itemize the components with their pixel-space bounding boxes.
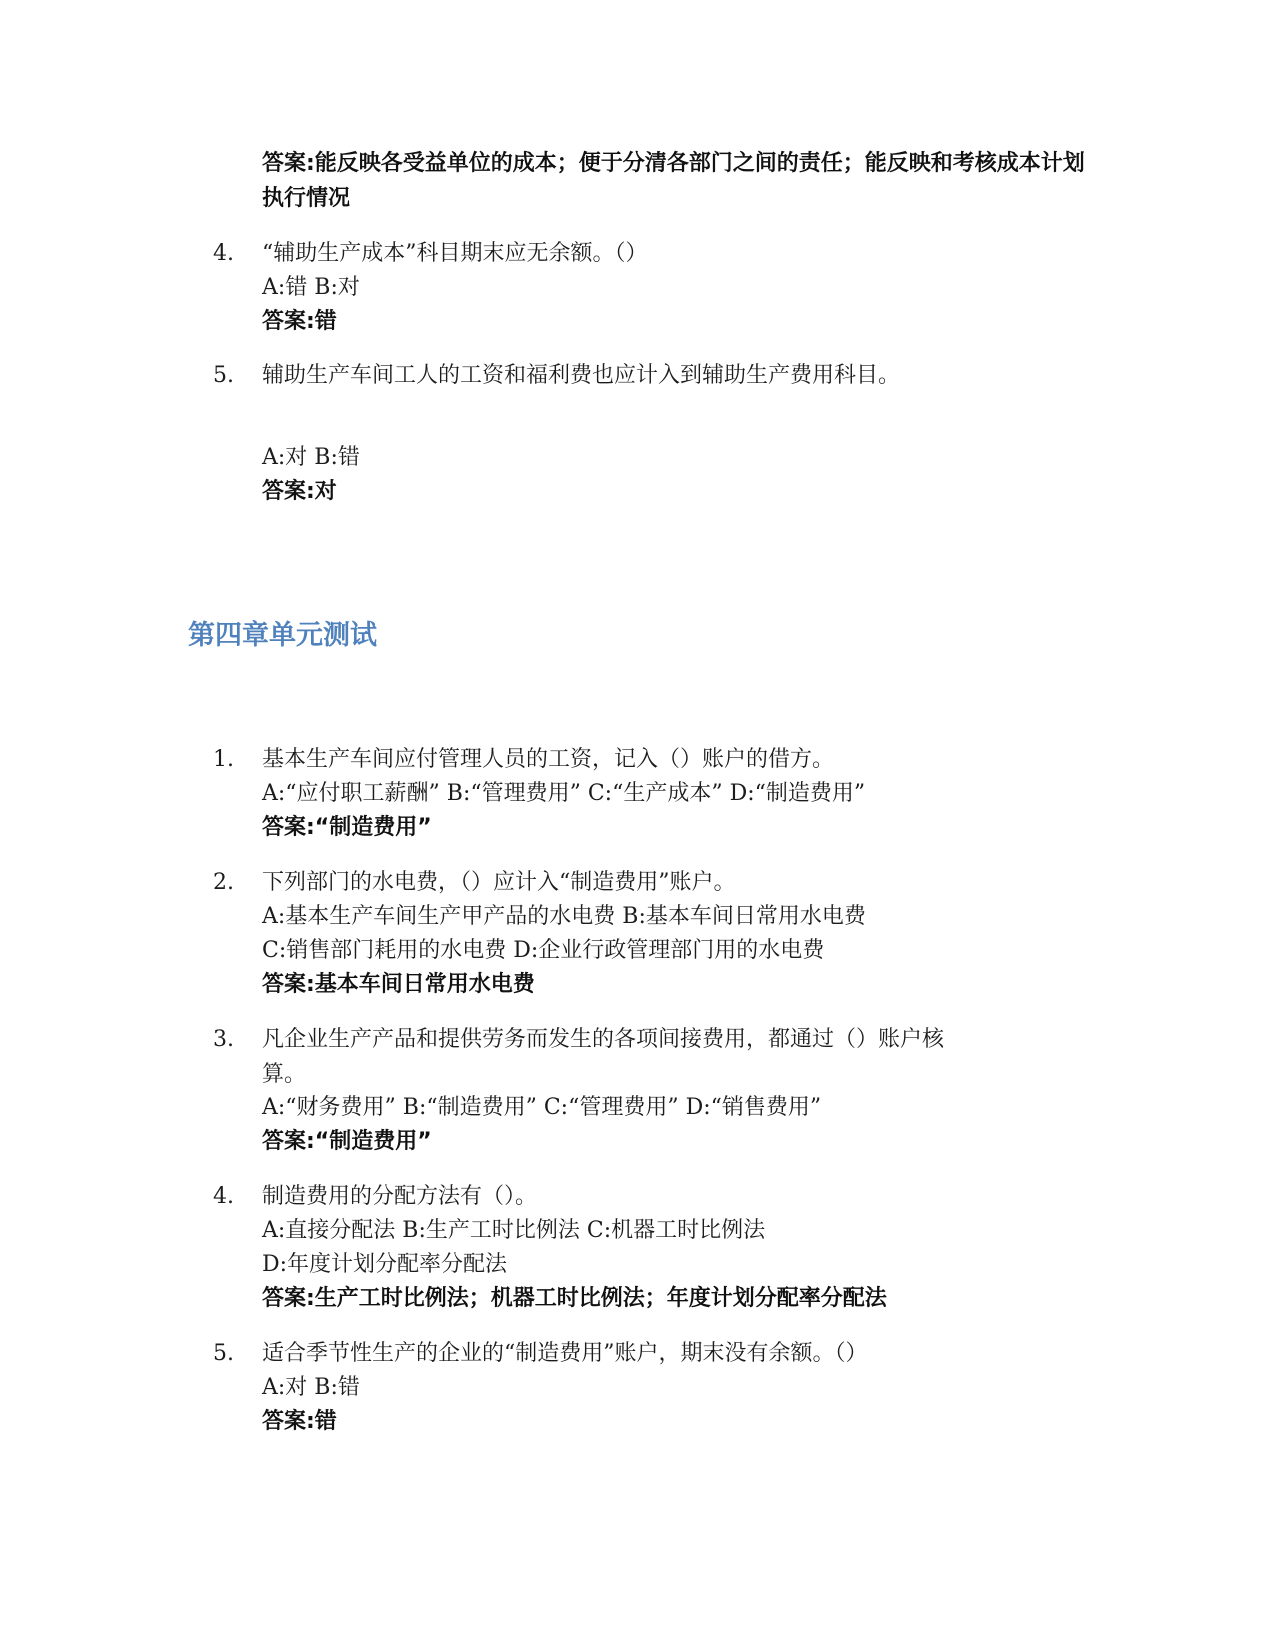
- q5-number: 5.: [213, 1341, 234, 1366]
- q1-answer: 答案:“制造费用”: [262, 815, 432, 840]
- prev-q5-text: 辅助生产车间工人的工资和福利费也应计入到辅助生产费用科目。: [262, 363, 901, 388]
- q3-answer: 答案:“制造费用”: [262, 1129, 432, 1154]
- prev-q3-answer: 答案:能反映各受益单位的成本；便于分清各部门之间的责任；能反映和考核成本计划执行情况: [262, 151, 1085, 211]
- q2-number: 2.: [213, 870, 234, 895]
- q2-options-line1: A:基本生产车间生产甲产品的水电费 B:基本车间日常用水电费: [262, 904, 866, 929]
- q5-options: A:对 B:错: [262, 1375, 360, 1400]
- q4-number: 4.: [213, 1184, 234, 1209]
- q3-text: 凡企业生产产品和提供劳务而发生的各项间接费用，都通过（）账户核算。: [262, 1027, 945, 1087]
- q4-options-line1: A:直接分配法 B:生产工时比例法 C:机器工时比例法: [262, 1218, 766, 1243]
- q1-options: A:“应付职工薪酬” B:“管理费用” C:“生产成本” D:“制造费用”: [262, 781, 866, 806]
- q2-options-line2: C:销售部门耗用的水电费 D:企业行政管理部门用的水电费: [262, 938, 825, 963]
- q1-number: 1.: [213, 747, 234, 772]
- q5-answer: 答案:错: [262, 1409, 337, 1434]
- q2-answer: 答案:基本车间日常用水电费: [262, 972, 535, 997]
- prev-q4-number: 4.: [213, 241, 234, 266]
- q2-text: 下列部门的水电费，（）应计入“制造费用”账户。: [262, 870, 736, 895]
- prev-q4-answer: 答案:错: [262, 309, 337, 334]
- q4-text: 制造费用的分配方法有（）。: [262, 1184, 538, 1209]
- q4-options-line2: D:年度计划分配率分配法: [262, 1252, 508, 1277]
- q3-number: 3.: [213, 1027, 234, 1052]
- chapter-title: 第四章单元测试: [188, 620, 377, 651]
- q3-options: A:“财务费用” B:“制造费用” C:“管理费用” D:“销售费用”: [262, 1095, 822, 1120]
- prev-q5-answer: 答案:对: [262, 479, 337, 504]
- prev-q4-options: A:错 B:对: [262, 275, 360, 300]
- prev-q5-options: A:对 B:错: [262, 445, 360, 470]
- q4-answer: 答案:生产工时比例法；机器工时比例法；年度计划分配率分配法: [262, 1286, 887, 1311]
- prev-q5-number: 5.: [213, 363, 234, 388]
- q1-text: 基本生产车间应付管理人员的工资，记入（）账户的借方。: [262, 747, 835, 772]
- prev-q4-text: “辅助生产成本”科目期末应无余额。（）: [262, 241, 648, 266]
- q5-text: 适合季节性生产的企业的“制造费用”账户，期末没有余额。（）: [262, 1341, 868, 1366]
